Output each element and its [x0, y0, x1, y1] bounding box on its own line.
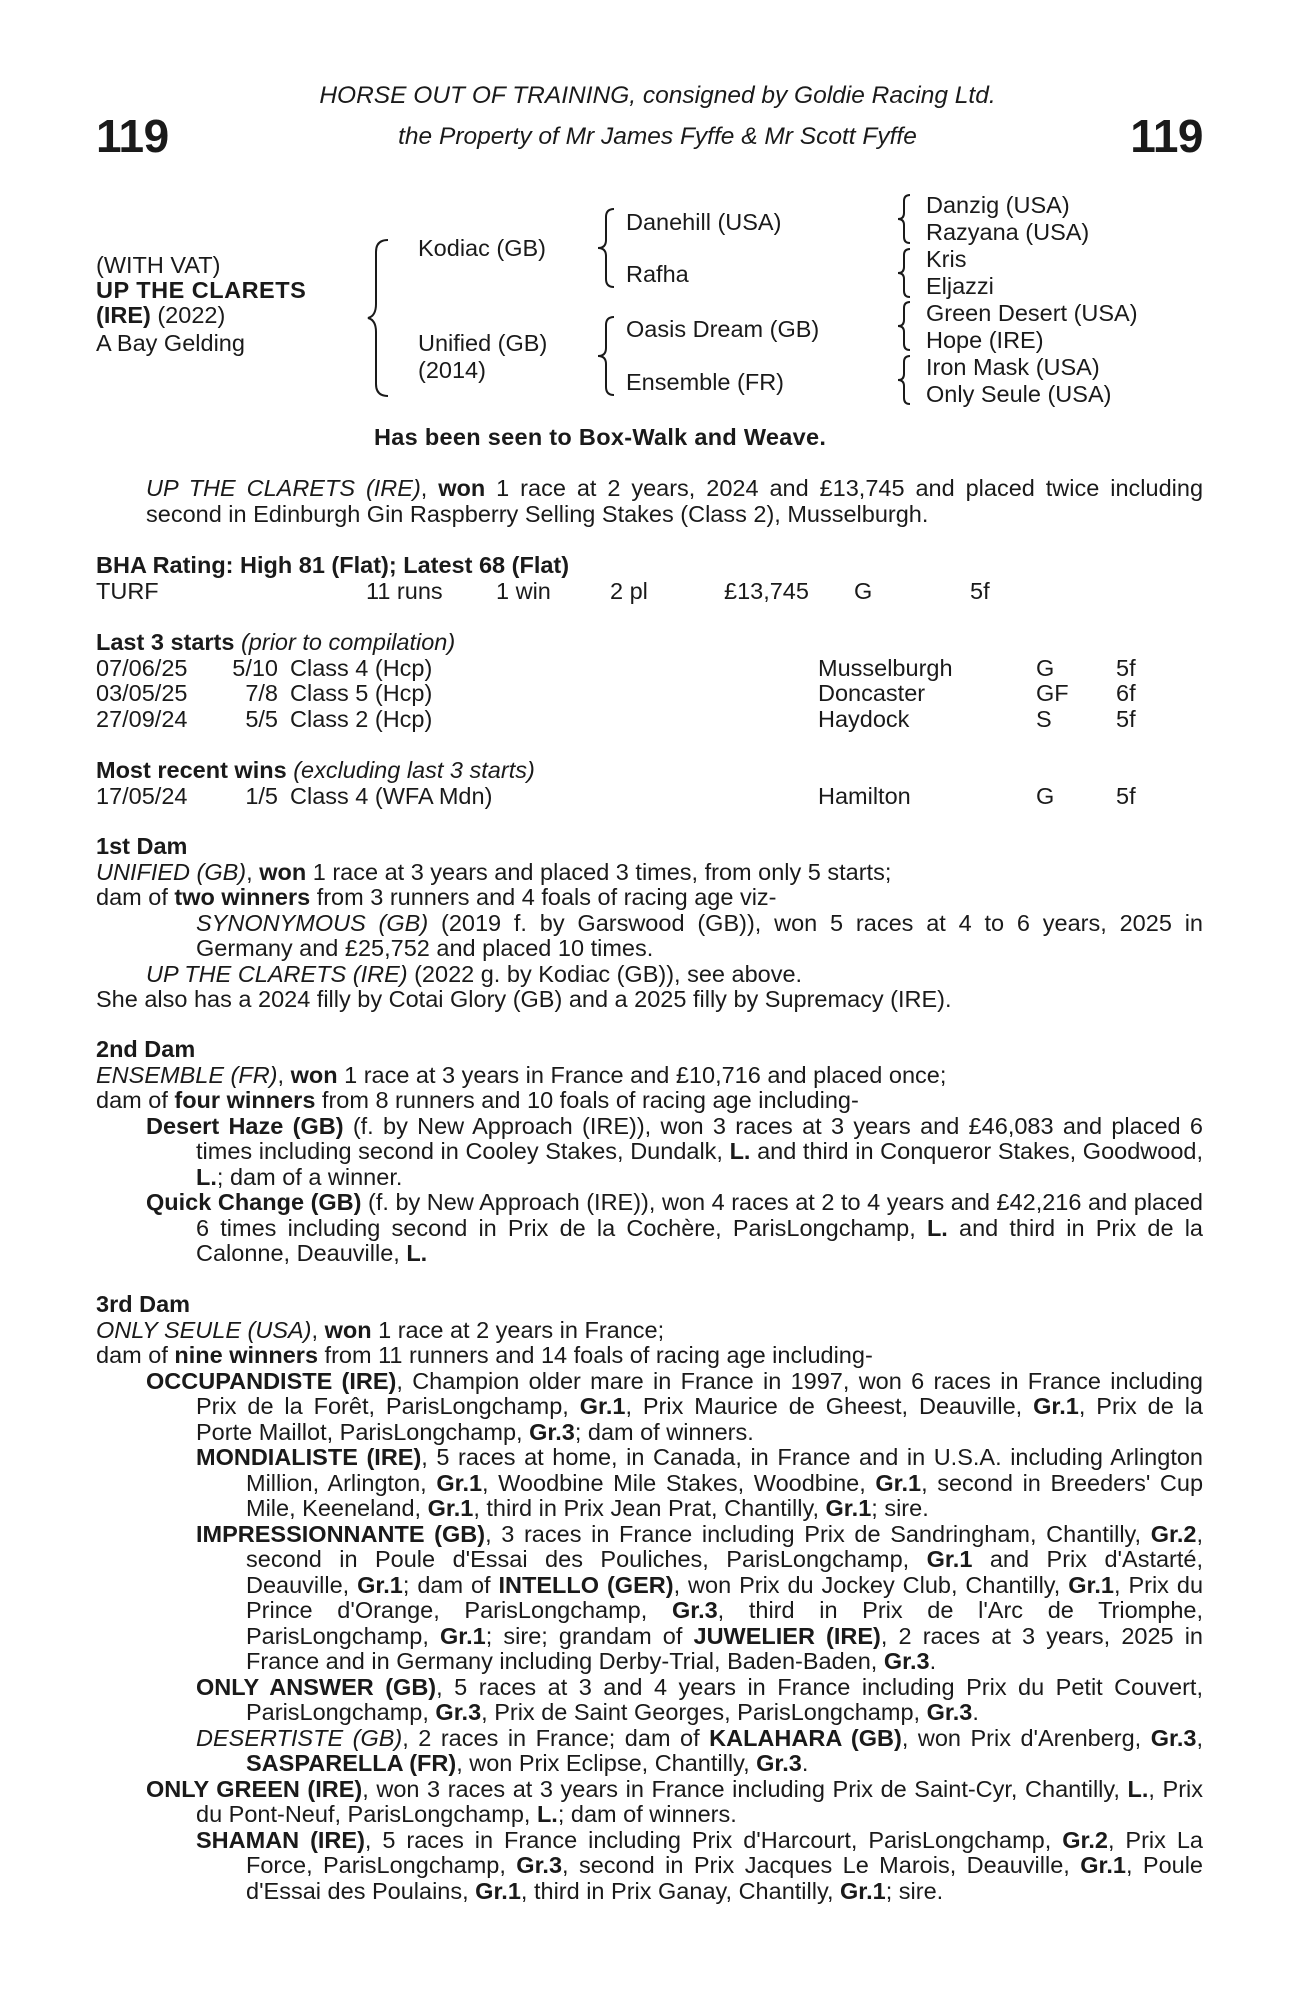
start-course: Haydock — [818, 705, 910, 732]
brace-g3 — [896, 300, 914, 352]
start-going: S — [1036, 705, 1052, 732]
text-segment: ; sire. — [871, 1495, 929, 1521]
text-segment: JUWELIER (IRE) — [693, 1622, 881, 1649]
text-segment: , 5 races in France including Prix d'Harcourt, ParisLongchamp, — [364, 1826, 1063, 1853]
start-dist: 5f — [1116, 705, 1136, 732]
horse-name: UP THE CLARETS — [96, 277, 307, 303]
rating-row — [96, 579, 1203, 605]
text-segment: , won Prix d'Arenberg, — [901, 1724, 1151, 1751]
horse-description: A Bay Gelding — [96, 330, 245, 356]
offspring-record: (f. by New Approach (IRE)), won 4 races at 2 to 4 years and £42,216 and placed 6 times including second in Prix de la Cochère, ParisLongchamp, — [196, 1189, 1203, 1241]
start-pos: 5/10 — [232, 654, 278, 681]
text-segment: Gr.2 — [1150, 1520, 1197, 1547]
win-row — [96, 784, 1203, 810]
text-segment: Gr.3 — [756, 1750, 802, 1776]
text-segment: Gr.3 — [1150, 1724, 1197, 1751]
text-segment: . — [801, 1750, 809, 1776]
dam-sire: Oasis Dream (GB) — [626, 316, 820, 342]
first-dam-foals-note: She also has a 2024 filly by Cotai Glory (GB) and a 2025 filly by Supremacy (IRE). — [96, 986, 952, 1012]
start-going: G — [1036, 654, 1055, 681]
brace-dam — [596, 315, 618, 397]
grandsire-3: Kris — [926, 246, 967, 272]
text-segment: , Prix La Force, ParisLongchamp, — [246, 1826, 1203, 1878]
text-segment: ; dam of — [402, 1571, 499, 1598]
start-going: GF — [1036, 680, 1069, 706]
start-row — [96, 707, 1203, 733]
win-pos: 1/5 — [245, 782, 278, 809]
sire-dam: Rafha — [626, 261, 689, 287]
summary-text: 1 race at 2 years, 2024 and £13,745 and placed twice including second in Edinburgh Gin Raspberry Selling Stakes (Class 2), Musselburgh. — [146, 475, 1204, 527]
offspring-occupandiste — [96, 1369, 1203, 1446]
text-segment: IMPRESSIONNANTE (GB) — [196, 1520, 486, 1547]
summary-won: won — [438, 475, 486, 501]
recent-wins-heading: Most recent wins — [96, 757, 287, 783]
text-segment: , 2 races at 3 years, 2025 in France and in Germany including Derby-Trial, Baden-Baden, — [246, 1622, 1204, 1674]
winners-count: four winners — [174, 1087, 316, 1113]
win-race: Class 4 (WFA Mdn) — [290, 782, 493, 809]
offspring-desertiste — [96, 1726, 1203, 1777]
text-segment: , 5 races at home, in Canada, in France and in U.S.A. including Arlington Million, Arlington, — [246, 1444, 1203, 1496]
text-segment: SHAMAN (IRE) — [196, 1826, 365, 1853]
start-pos: 5/5 — [245, 705, 278, 732]
offspring-name: Desert Haze (GB) — [146, 1112, 344, 1139]
text-segment: , Champion older mare in France in 1997, won 6 races in France including Prix de la Forêt, ParisLongchamp, — [196, 1367, 1203, 1419]
text-segment: Gr.3 — [516, 1852, 563, 1878]
text-segment: SASPARELLA (FR) — [246, 1750, 457, 1776]
brace-g1 — [896, 193, 914, 245]
text-segment: , 5 races at 3 and 4 years in France including Prix du Petit Couvert, ParisLongchamp, — [246, 1673, 1203, 1725]
vat-note: (WITH VAT) — [96, 252, 221, 278]
vice-note: Has been seen to Box-Walk and Weave. — [374, 424, 827, 450]
offspring-only-green — [96, 1777, 1203, 1828]
grandsire-7: Iron Mask (USA) — [926, 354, 1100, 380]
text-segment: , third in Prix Ganay, Chantilly, — [520, 1877, 841, 1904]
listed-badge: L. — [729, 1138, 751, 1164]
text-segment: , — [1196, 1724, 1203, 1751]
offspring-shaman — [96, 1828, 1203, 1905]
win-course: Hamilton — [818, 782, 911, 809]
brace-g2 — [896, 247, 914, 299]
text-segment: L. — [536, 1801, 558, 1827]
second-dam-heading: 2nd Dam — [96, 1036, 196, 1062]
offspring-mondialiste — [96, 1445, 1203, 1522]
last-starts-heading: Last 3 starts — [96, 629, 235, 655]
horse-year: (2022) — [157, 302, 226, 328]
text-segment: , Prix de la Porte Maillot, ParisLongchamp, — [196, 1393, 1203, 1445]
dam-year: (2014) — [418, 357, 486, 383]
text-segment: , won Prix Eclipse, Chantilly, — [456, 1750, 757, 1776]
offspring-record: (f. by New Approach (IRE)), won 3 races at 3 years and £46,083 and placed 6 times including second in Cooley Stakes, Dundalk, — [196, 1112, 1203, 1164]
text-segment: INTELLO (GER) — [498, 1571, 674, 1598]
start-date: 03/05/25 — [96, 680, 188, 706]
won-label: won — [259, 858, 307, 885]
first-dam-name: UNIFIED (GB) — [96, 858, 247, 885]
brace-sire — [596, 207, 618, 289]
win-going: G — [1036, 782, 1055, 809]
start-dist: 6f — [1116, 680, 1136, 706]
text-segment: Gr.1 — [825, 1495, 872, 1521]
text-segment: , third in Prix Jean Prat, Chantilly, — [473, 1495, 826, 1521]
win-date: 17/05/24 — [96, 782, 188, 809]
rating-distance: 5f — [970, 577, 990, 604]
third-dam-heading: 3rd Dam — [96, 1291, 191, 1317]
text-segment: , Poule d'Essai des Poulains, — [246, 1852, 1204, 1904]
start-race: Class 4 (Hcp) — [290, 654, 433, 681]
text-segment: DESERTISTE (GB) — [196, 1724, 403, 1751]
text-segment: Gr.1 — [1033, 1393, 1079, 1419]
header-property: the Property of Mr James Fyffe & Mr Scott Fyffe — [398, 123, 917, 150]
text-segment: MONDIALISTE (IRE) — [196, 1444, 422, 1470]
text-segment: Gr.3 — [926, 1699, 973, 1725]
text-segment: . — [972, 1699, 979, 1725]
text-segment: KALAHARA (GB) — [709, 1724, 902, 1751]
text-segment: , second in Poule d'Essai des Pouliches, ParisLongchamp, — [246, 1520, 1203, 1572]
start-race: Class 5 (Hcp) — [290, 680, 433, 706]
offspring-impressionnante — [96, 1522, 1203, 1675]
rating-section — [96, 553, 1203, 604]
winners-count: two winners — [174, 884, 311, 910]
last-starts-section — [96, 630, 1203, 732]
offspring-record: and third in Prix de la Calonne, Deauville, — [196, 1214, 1203, 1266]
text-segment: Gr.2 — [1062, 1826, 1108, 1853]
start-course: Doncaster — [818, 680, 926, 706]
offspring-record: ; dam of a winner. — [216, 1163, 403, 1190]
offspring-record: and third in Conqueror Stakes, Goodwood, — [750, 1138, 1203, 1164]
text-segment: ; dam of winners. — [557, 1801, 737, 1827]
recent-wins-section — [96, 758, 1203, 809]
summary-name: UP THE CLARETS (IRE) — [146, 475, 421, 501]
start-race: Class 2 (Hcp) — [290, 705, 433, 732]
rating-going: G — [854, 577, 873, 604]
dam-of-label: dam of — [96, 884, 175, 910]
text-segment: , second in Breeders' Cup Mile, Keeneland, — [246, 1469, 1204, 1521]
first-dam-section: 1st Dam UNIFIED (GB), won 1 race at 3 years and placed 3 times, from only 5 starts; dam of two winners from 3 runners and 4 foals of racing age viz- SYNONYMOUS (GB) (2019 f. by Garswood (GB)), won 5 races at 4 to 6 years, 2025 in Germany and £25,752 and placed 10 times. UP THE CLARETS (IRE) (2022 g. by Kodiac (GB)), see above. She also has a 2024 filly by Cotai Glory (GB) and a 2025 filly by Supremacy (IRE). — [96, 833, 1203, 1012]
grandsire-1: Danzig (USA) — [926, 192, 1070, 218]
start-course: Musselburgh — [818, 654, 953, 681]
grandsire-4: Eljazzi — [926, 273, 994, 299]
text-segment: , second in Prix Jacques Le Marois, Deauville, — [562, 1852, 1081, 1878]
text-segment: ONLY ANSWER (GB) — [196, 1673, 437, 1700]
rating-surface: TURF — [96, 577, 159, 604]
dam: Unified (GB) — [418, 330, 548, 356]
winners-count: nine winners — [174, 1342, 319, 1368]
text-segment: ; sire; grandam of — [485, 1622, 694, 1649]
offspring-name: Quick Change (GB) — [146, 1189, 362, 1215]
dam-of-label: dam of — [96, 1342, 175, 1368]
dam-dam: Ensemble (FR) — [626, 369, 785, 395]
text-segment: Gr.1 — [357, 1571, 403, 1598]
first-dam-heading: 1st Dam — [96, 833, 188, 859]
listed-badge: L. — [926, 1214, 948, 1241]
foals-summary: from 3 runners and 4 foals of racing age viz- — [310, 884, 777, 910]
text-segment: ; sire. — [885, 1877, 944, 1904]
start-pos: 7/8 — [245, 680, 278, 706]
second-dam-section: 2nd Dam ENSEMBLE (FR), won 1 race at 3 years in France and £10,716 and placed once; dam of four winners from 8 runners and 10 foals of racing age including- Desert Haze (GB) (f. by New Approach (IRE)), won 3 races at 3 years and £46,083 and placed 6 times including second in Cooley Stakes, Dundalk, L. and third in Conqueror Stakes, Goodwood, L.; dam of a winner. Quick Change (GB) (f. by New Approach (IRE)), won 4 races at 2 to 4 years and £42,216 and placed 6 times including second in Prix de la Cochère, ParisLongchamp, L. and third in Prix de la Calonne, Deauville, L. — [96, 1036, 1203, 1266]
rating-placed: 2 pl — [610, 577, 648, 604]
third-dam-section: 3rd Dam ONLY SEULE (USA), won 1 race at 2 years in France; dam of nine winners from 11 runners and 14 foals of racing age including- OCCUPANDISTE (IRE), Champion older mare in France in 1997, won 6 races in France including Prix de la Forêt, ParisLongchamp, Gr.1, Prix Maurice de Gheest, Deauville, Gr.1, Prix de la Porte Maillot, ParisLongchamp, Gr.3; dam of winners. MONDIALISTE (IRE), 5 races at home, in Canada, in France and in U.S.A. including Arlington Million, Arlington, Gr.1, Woodbine Mile Stakes, Woodbine, Gr.1, second in Breeders' Cup Mile, Keeneland, Gr.1, third in Prix Jean Prat, Chantilly, Gr.1; sire. IMPRESSIONNANTE (GB), 3 races in France including Prix de Sandringham, Chantilly, Gr.2, second in Poule d'Essai des Pouliches, ParisLongchamp, Gr.1 and Prix d'Astarté, Deauville, Gr.1; dam of INTELLO (GER), won Prix du Jockey Club, Chantilly, Gr.1, Prix du Prince d'Orange, ParisLongchamp, Gr.3, third in Prix de l'Arc de Triomphe, ParisLongchamp, Gr.1; sire; grandam of JUWELIER (IRE), 2 races at 3 years, 2025 in France and in Germany including Derby-Trial, Baden-Baden, Gr.3. ONLY ANSWER (GB), 5 races at 3 and 4 years in France including Prix du Petit Couvert, ParisLongchamp, Gr.3, Prix de Saint Georges, ParisLongchamp, Gr.3. DESERTISTE (GB), 2 races in France; dam of KALAHARA (GB), won Prix d'Arenberg, Gr.3, SASPARELLA (FR), won Prix Eclipse, Chantilly, Gr.3. ONLY GREEN (IRE), won 3 races at 3 years in France including Prix de Saint-Cyr, Chantilly, L., Prix du Pont-Neuf, ParisLongchamp, L.; dam of winners. SHAMAN (IRE), 5 races in France including Prix d'Harcourt, ParisLongchamp, Gr.2, Prix La Force, ParisLongchamp, Gr.3, second in Prix Jacques Le Marois, Deauville, Gr.1, Poule d'Essai des Poulains, Gr.1, third in Prix Ganay, Chantilly, Gr.1; sire. — [96, 1291, 1204, 1904]
text-segment: Gr.1 — [1080, 1852, 1126, 1878]
header-consignor: HORSE OUT OF TRAINING, consigned by Goldie Racing Ltd. — [319, 82, 996, 109]
offspring-record: (2022 g. by Kodiac (GB)), see above. — [407, 960, 803, 987]
text-segment: , Woodbine Mile Stakes, Woodbine, — [482, 1469, 876, 1496]
text-segment: Gr.1 — [427, 1495, 474, 1521]
second-dam-name: ENSEMBLE (FR) — [96, 1061, 278, 1088]
start-dist: 5f — [1116, 654, 1136, 681]
horse-country: (IRE) — [96, 302, 151, 328]
rating-earnings: £13,745 — [724, 577, 809, 604]
lot-number-left: 119 — [96, 110, 169, 162]
won-label: won — [324, 1316, 372, 1343]
recent-wins-note: (excluding last 3 starts) — [293, 757, 535, 783]
text-segment: , 3 races in France including Prix de Sandringham, Chantilly, — [485, 1520, 1151, 1547]
listed-badge: L. — [406, 1240, 428, 1266]
offspring-name: UP THE CLARETS (IRE) — [146, 960, 408, 987]
horse-summary: UP THE CLARETS (IRE), won 1 race at 2 years, 2024 and £13,745 and placed twice including second in Edinburgh Gin Raspberry Selling Stakes (Class 2), Musselburgh. — [146, 475, 1204, 527]
text-segment: L. — [1127, 1775, 1149, 1802]
text-segment: Gr.1 — [840, 1877, 886, 1904]
offspring-name: SYNONYMOUS (GB) — [196, 909, 429, 936]
text-segment: Gr.3 — [883, 1648, 930, 1674]
text-segment: . — [929, 1648, 937, 1674]
text-segment: , 2 races in France; dam of — [402, 1724, 710, 1751]
text-segment: Gr.3 — [529, 1418, 575, 1445]
text-segment: ; dam of winners. — [574, 1418, 754, 1445]
grandsire-2: Razyana (USA) — [926, 219, 1090, 245]
text-segment: OCCUPANDISTE (IRE) — [146, 1367, 397, 1394]
second-dam-record: 1 race at 3 years in France and £10,716 and placed once; — [337, 1061, 947, 1088]
sire: Kodiac (GB) — [418, 235, 546, 261]
start-row — [96, 681, 1203, 707]
text-segment: Gr.1 — [475, 1877, 521, 1904]
lot-number-right: 119 — [1130, 110, 1203, 162]
third-dam-record: 1 race at 2 years in France; — [371, 1316, 665, 1343]
third-dam-name: ONLY SEULE (USA) — [96, 1316, 312, 1343]
text-segment: Gr.1 — [875, 1469, 922, 1496]
text-segment: , won Prix du Jockey Club, Chantilly, — [673, 1571, 1069, 1598]
text-segment: Gr.3 — [435, 1699, 482, 1725]
grandsire-8: Only Seule (USA) — [926, 381, 1112, 407]
first-dam-record: 1 race at 3 years and placed 3 times, from only 5 starts; — [306, 858, 892, 885]
text-segment: Gr.1 — [1068, 1571, 1114, 1598]
dam-of-label: dam of — [96, 1087, 175, 1113]
brace-g4 — [896, 354, 914, 406]
brace-main — [366, 238, 392, 398]
foals-summary: from 8 runners and 10 foals of racing age including- — [315, 1087, 859, 1113]
grandsire-6: Hope (IRE) — [926, 327, 1044, 353]
text-segment: Gr.1 — [440, 1622, 486, 1649]
offspring-only-answer — [96, 1675, 1203, 1726]
text-segment: , Prix du Pont-Neuf, ParisLongchamp, — [196, 1775, 1203, 1827]
rating-runs: 11 runs — [366, 577, 443, 604]
text-segment: Gr.1 — [926, 1546, 973, 1572]
grandsire-5: Green Desert (USA) — [926, 300, 1138, 326]
text-segment: , won 3 races at 3 years in France including Prix de Saint-Cyr, Chantilly, — [362, 1775, 1128, 1802]
rating-heading: BHA Rating: High 81 (Flat); Latest 68 (Flat) — [96, 552, 570, 578]
win-dist: 5f — [1116, 782, 1136, 809]
text-segment: , third in Prix de l'Arc de Triomphe, ParisLongchamp, — [246, 1597, 1203, 1649]
text-segment: Gr.1 — [579, 1393, 626, 1419]
last-starts-note: (prior to compilation) — [240, 629, 456, 655]
horse-origin-year — [96, 303, 225, 329]
text-segment: and Prix d'Astarté, Deauville, — [246, 1546, 1203, 1598]
sire-sire: Danehill (USA) — [626, 209, 782, 235]
text-segment: Gr.1 — [436, 1469, 483, 1496]
text-segment: , Prix Maurice de Gheest, Deauville, — [625, 1393, 1034, 1419]
start-date: 07/06/25 — [96, 654, 188, 681]
text-segment: Gr.3 — [671, 1597, 718, 1623]
won-label: won — [290, 1061, 338, 1088]
start-row — [96, 656, 1203, 682]
offspring-record: (2019 f. by Garswood (GB)), won 5 races at 4 to 6 years, 2025 in Germany and £25,752 and placed 10 times. — [196, 909, 1203, 961]
foals-summary: from 11 runners and 14 foals of racing age including- — [318, 1342, 873, 1368]
start-date: 27/09/24 — [96, 705, 188, 732]
text-segment: , Prix du Prince d'Orange, ParisLongchamp, — [246, 1571, 1204, 1623]
text-segment: , Prix de Saint Georges, ParisLongchamp, — [481, 1699, 927, 1725]
text-segment: ONLY GREEN (IRE) — [146, 1775, 363, 1802]
rating-wins: 1 win — [496, 577, 551, 604]
listed-badge: L. — [196, 1163, 217, 1190]
